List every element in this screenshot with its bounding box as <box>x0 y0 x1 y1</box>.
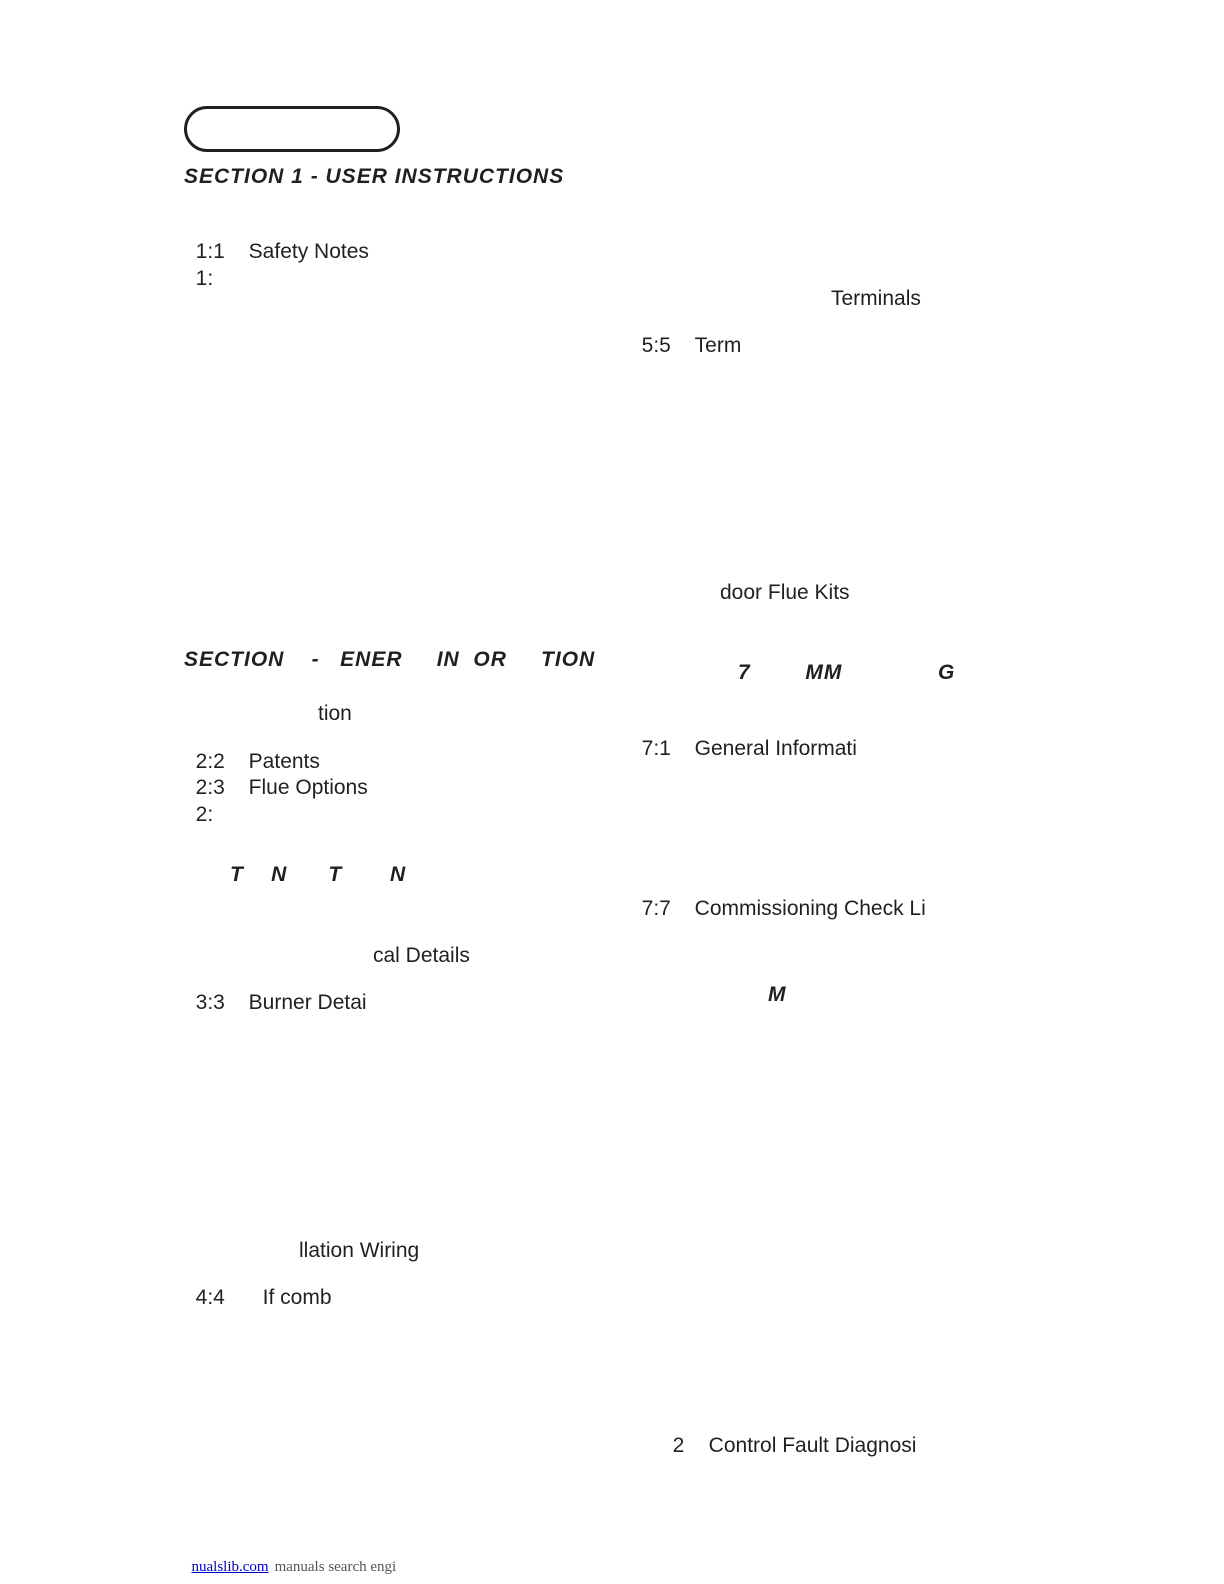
page-footer <box>126 1542 396 1576</box>
toc-entry-2-1-fragment[interactable]: tion <box>318 702 352 725</box>
footer-tail-text: manuals search engi <box>274 1559 397 1575</box>
toc-entry-4-3-fragment[interactable]: llation Wiring <box>299 1239 420 1262</box>
toc-entry-title: Flue Options <box>248 776 368 799</box>
toc-entry-title: General Informati <box>694 737 857 760</box>
toc-entry-3-2-fragment[interactable]: cal Details <box>373 944 470 967</box>
section-m-heading: M <box>768 983 787 1006</box>
toc-entry-7-1[interactable] <box>630 717 857 759</box>
toc-entry-terminals-fragment[interactable]: Terminals <box>831 287 921 310</box>
toc-entry-number: 3:3 <box>195 991 225 1014</box>
section-1-heading: SECTION 1 - USER INSTRUCTIONS <box>184 165 565 188</box>
toc-entry-3-3[interactable] <box>184 971 367 1013</box>
toc-entry-number: 7:1 <box>641 737 671 760</box>
toc-entry-number: 2:2 <box>195 750 225 773</box>
toc-entry-5-5[interactable] <box>630 314 741 356</box>
section-7-heading: 7 MM G <box>738 661 956 684</box>
toc-entry-title: Safety Notes <box>248 240 369 263</box>
toc-entry-number: 2: <box>195 803 214 826</box>
footer-link[interactable]: nualslib.com <box>191 1559 269 1575</box>
toc-entry-title: Commissioning Check Li <box>694 897 926 920</box>
toc-entry-control-fault[interactable] <box>661 1414 916 1456</box>
toc-entry-title: Term <box>694 334 742 357</box>
toc-entry-1-x[interactable] <box>184 247 249 289</box>
toc-entry-number: 1: <box>195 267 214 290</box>
section-3-heading: T N T N <box>230 863 407 886</box>
toc-entry-title: Burner Detai <box>248 991 367 1014</box>
toc-entry-title: If comb <box>262 1286 332 1309</box>
toc-entry-flue-kits-fragment[interactable]: door Flue Kits <box>720 581 850 604</box>
toc-entry-number: 4:4 <box>195 1286 225 1309</box>
toc-entry-4-4[interactable] <box>184 1266 332 1308</box>
section-label-frame <box>184 106 400 152</box>
toc-entry-7-7[interactable] <box>630 877 926 919</box>
toc-entry-number: 5:5 <box>641 334 671 357</box>
section-2-heading: SECTION - ENER IN OR TION <box>184 648 596 671</box>
toc-entry-number: 7:7 <box>641 897 671 920</box>
toc-entry-number: 2:3 <box>195 776 225 799</box>
toc-entry-title: Patents <box>248 750 320 773</box>
toc-entry-2-x[interactable] <box>184 783 249 825</box>
toc-entry-number: 1:1 <box>195 240 225 263</box>
toc-entry-title: Control Fault Diagnosi <box>708 1434 917 1457</box>
toc-entry-number: 2 <box>672 1434 685 1457</box>
